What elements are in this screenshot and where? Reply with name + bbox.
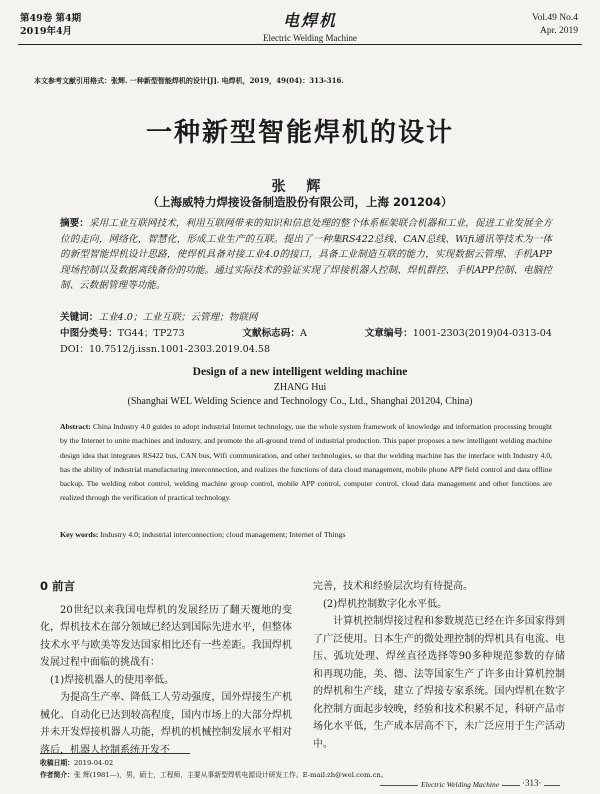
page-number: ·313· [522, 778, 542, 788]
article-title-cn: 一种新型智能焊机的设计 [145, 118, 454, 148]
author-en: ZHANG Hui [273, 382, 327, 393]
affiliation-en: (Shanghai WEL Welding Science and Technology Co., Ltd., Shanghai 201204, China) [127, 396, 473, 407]
clc-value: TG44；TP273 [117, 328, 185, 339]
paragraph: 为提高生产率、降低工人劳动强度，国外焊接生产机械化、自动化已达到较高程度，国内市场上的大部分焊机并未开发焊接机器人功能，焊机的机械控制发展水平相对落后，机器人控制系统开发不 [40, 692, 292, 756]
list-item: (1)焊接机器人的使用率低。 [50, 674, 175, 686]
abstract-en [60, 420, 552, 506]
document-code [242, 325, 307, 339]
footnote-rule [40, 753, 190, 754]
journal-masthead [230, 8, 390, 43]
keywords-cn-text: 工业4.0；工业互联；云管理；物联网 [98, 312, 258, 323]
journal-name-en: Electric Welding Machine [262, 33, 358, 43]
received-value: 2019-04-02 [73, 759, 114, 767]
article-number-label: 文章编号： [364, 328, 413, 339]
paragraph: 20世纪以来我国电焊机的发展经历了翻天覆地的变化，焊机技术在部分领域已经达到国际先进水平，但整体技术水平与欧美等发达国家相比还有一些差距。我国焊机发展过程中面临的挑战有： [40, 604, 292, 668]
abstract-en-label: Abstract: [60, 422, 91, 431]
footnote [40, 757, 388, 781]
article-number [365, 325, 552, 339]
date-cn: 2019年4月 [20, 26, 73, 37]
abstract-cn-text: 采用工业互联网技术，利用互联网带来的知识和信息处理的整个体系框架联合机器和工业，促进工业发展全方位的走向，网络化，智慧化，形成工业生产的互联。提出了一种集RS422总线、CAN总线、Wifi通讯等技术为一体的新型智能焊机设计思路，使焊机具备对接工业4.0的接口，具备工业制造互联的能力，实现数据云管理、手机APP现场控制以及数据离线备份的功能。通过实际技术的验证实现了焊接机器人控制、焊机群控、手机APP控制、电脑控制、云数据管理等功能。 [60, 218, 553, 291]
list-item: (2)焊机控制数字化水平低。 [323, 598, 448, 610]
author-bio [40, 769, 388, 781]
affiliation-cn: （上海威特力焊接设备制造股份有限公司，上海 201204） [147, 195, 453, 209]
clc-number [60, 325, 185, 339]
clc-label: 中图分类号： [60, 328, 118, 339]
doc-code-value: A [299, 328, 307, 339]
paragraph: 计算机控制焊接过程和参数规范已经在许多国家得到了广泛使用。日本生产的微处理控制的焊机具有电流、电压、弧坑处理、焊丝直径选择等90多种规范参数的存储和再现功能，美、德、法等国家生产了许多由计算机控制的焊机和生产线，建立了焊接专家系统。国内焊机在数字化控制方面起步较晚，经验和技术积累不足，科研产品市场化水平低，生产成本居高不下，未广泛应用于生产活动中。 [313, 616, 565, 750]
volume-en: Vol.49 No.4 [531, 13, 578, 23]
volume-cn: 第49卷 第4期 [20, 13, 82, 24]
date-en: Apr. 2019 [540, 26, 578, 36]
article-title-en: Design of a new intelligent welding machine [192, 366, 408, 378]
issue-info-cn [20, 12, 81, 38]
footer-journal-name: Electric Welding Machine [418, 780, 502, 789]
keywords-en [60, 530, 345, 539]
keywords-en-text: Industry 4.0; industrial interconnection; cloud management; Internet of Things [100, 530, 346, 539]
received-label: 收稿日期： [40, 759, 74, 767]
received-date [40, 757, 388, 769]
abstract-cn-label: 摘要： [60, 218, 89, 229]
keywords-en-label: Key words: [60, 530, 99, 539]
doi: DOI：10.7512/j.issn.1001-2303.2019.04.58 [60, 344, 271, 355]
abstract-en-text: China Industry 4.0 guides to adopt industrial Internet technology, use the whole system framework of knowledge and information processing brought by the Internet to unite machines and industry, and promote the all-ground trend of industrial production. This paper proposes a new intelligent welding machine design idea that integrates RS422 bus, CAN bus, Wifi communication, and other technologies, so that the welding machine has the interface with Industry 4.0, has the ability of industrial manufacturing interconnection, and realizes the functions of data cloud management, mobile phone APP field control and data offline backup. The welding robot control, welding machine group control, mobile APP control, computer control, cloud data management and other functions are realized through the verification of practical technology. [60, 422, 552, 503]
author-cn: 张 辉 [271, 179, 329, 195]
keywords-cn [60, 309, 258, 323]
body-column-right [313, 578, 565, 753]
issue-info-en [532, 12, 578, 38]
classification-row [60, 325, 552, 339]
header-rule [18, 44, 582, 45]
journal-logo: 电焊机 [282, 11, 337, 30]
keywords-cn-label: 关键词： [60, 312, 99, 323]
doc-code-label: 文献标志码： [242, 328, 300, 339]
citation-line: 本文参考文献引用格式：张辉. 一种新型智能焊机的设计[J]. 电焊机，2019，49(04)：313-316. [34, 76, 344, 85]
body-column-left [40, 578, 292, 759]
abstract-cn [60, 216, 552, 294]
author-bio-value: 张 辉(1981—)，男，硕士，工程师，主要从事新型焊机电源设计研发工作。E-mail:zh@wel.com.cn。 [73, 771, 388, 779]
paragraph: 完善，技术和经验层次均有待提高。 [313, 581, 473, 592]
article-number-value: 1001-2303(2019)04-0313-04 [412, 328, 552, 339]
section-heading: 0 前言 [40, 579, 76, 593]
author-bio-label: 作者简介： [40, 771, 74, 779]
